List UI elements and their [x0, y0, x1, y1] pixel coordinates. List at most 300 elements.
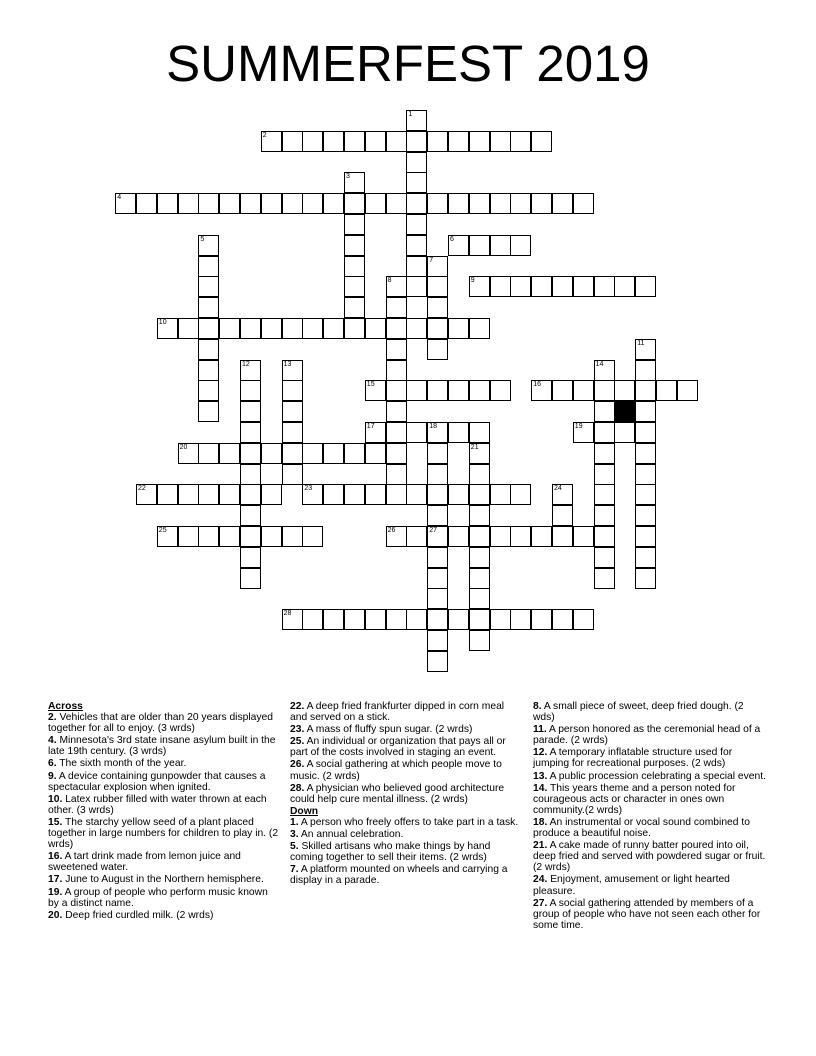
grid-cell[interactable] [427, 651, 448, 672]
clue-item [48, 817, 281, 850]
grid-cell[interactable] [198, 360, 219, 381]
grid-cell[interactable] [427, 568, 448, 589]
grid-cell[interactable] [635, 401, 656, 422]
grid-cell[interactable] [448, 484, 469, 505]
clue-item-number: 25. [290, 736, 305, 748]
grid-cell[interactable] [469, 588, 490, 609]
clue-number: 22 [138, 485, 146, 493]
grid-cell[interactable] [531, 609, 552, 630]
grid-cell[interactable] [510, 526, 531, 547]
clue-item-number: 27. [533, 897, 548, 909]
grid-cell[interactable] [219, 526, 240, 547]
grid-cell[interactable] [490, 193, 511, 214]
grid-cell[interactable] [406, 380, 427, 401]
grid-cell[interactable] [282, 380, 303, 401]
grid-cell[interactable] [344, 276, 365, 297]
grid-cell[interactable] [531, 276, 552, 297]
grid-cell[interactable] [594, 568, 615, 589]
grid-cell[interactable] [178, 318, 199, 339]
clue-item [533, 898, 767, 931]
grid-cell[interactable] [427, 484, 448, 505]
grid-cell[interactable] [323, 131, 344, 152]
clue-item-text: A tart drink made from lemon juice and sweetened water. [48, 851, 241, 874]
grid-cell[interactable] [157, 193, 178, 214]
grid-cell[interactable] [282, 526, 303, 547]
grid-cell[interactable] [427, 630, 448, 651]
clue-item-text: Latex rubber filled with water thrown at each other. (3 wrds) [48, 793, 267, 816]
grid-cell[interactable] [365, 422, 386, 443]
grid-cell[interactable] [261, 318, 282, 339]
grid-cell[interactable] [219, 484, 240, 505]
grid-cell[interactable] [344, 256, 365, 277]
grid-cell[interactable] [552, 484, 573, 505]
grid-cell[interactable] [344, 297, 365, 318]
grid-cell[interactable] [261, 193, 282, 214]
clue-number: 20 [179, 443, 188, 451]
grid-cell[interactable] [386, 131, 407, 152]
grid-cell[interactable] [198, 276, 219, 297]
grid-cell[interactable] [386, 193, 407, 214]
grid-cell[interactable] [240, 318, 261, 339]
grid-cell[interactable] [448, 526, 469, 547]
grid-cell[interactable] [594, 464, 615, 485]
grid-cell[interactable] [302, 484, 323, 505]
puzzle-title: SUMMERFEST 2019 [166, 35, 650, 92]
grid-cell[interactable] [490, 235, 511, 256]
clue-item [290, 701, 524, 723]
grid-cell[interactable] [261, 131, 282, 152]
grid-cell[interactable] [469, 505, 490, 526]
clue-item-text: Vehicles that are older than 20 years displayed together for all to enjoy. (3 wrds) [48, 712, 273, 735]
grid-cell[interactable] [282, 193, 303, 214]
grid-cell[interactable] [282, 609, 303, 630]
grid-cell[interactable] [469, 609, 490, 630]
clue-item-number: 16. [48, 851, 63, 863]
grid-cell[interactable] [427, 505, 448, 526]
grid-cell[interactable] [406, 152, 427, 173]
grid-cell[interactable] [469, 380, 490, 401]
clue-item-text: An individual or organization that pays all or part of the costs involved in staging an event. [290, 736, 506, 759]
grid-cell[interactable] [344, 214, 365, 235]
grid-cell[interactable] [323, 193, 344, 214]
grid-cell[interactable] [531, 193, 552, 214]
grid-cell[interactable] [469, 526, 490, 547]
grid-cell[interactable] [198, 380, 219, 401]
grid-cell[interactable] [552, 276, 573, 297]
clue-item-text: Enjoyment, amusement or light hearted pleasure. [533, 874, 730, 897]
clue-number: 11 [637, 339, 645, 347]
grid-cell[interactable] [469, 318, 490, 339]
grid-cell[interactable] [302, 193, 323, 214]
grid-cell[interactable] [406, 172, 427, 193]
clue-item [290, 783, 524, 805]
grid-cell[interactable] [573, 276, 594, 297]
grid-cell[interactable] [178, 484, 199, 505]
grid-cell[interactable] [635, 505, 656, 526]
grid-cell[interactable] [240, 380, 261, 401]
grid-cell[interactable] [302, 131, 323, 152]
grid-cell[interactable] [552, 380, 573, 401]
grid-cell[interactable] [344, 235, 365, 256]
grid-cell[interactable] [406, 110, 427, 131]
grid-cell[interactable] [386, 526, 407, 547]
grid-cell[interactable] [594, 547, 615, 568]
grid-cell[interactable] [552, 505, 573, 526]
clue-item-text: A person who freely offers to take part in a task. [298, 816, 519, 828]
grid-cell[interactable] [469, 422, 490, 443]
grid-cell[interactable] [240, 443, 261, 464]
grid-cell[interactable] [635, 443, 656, 464]
grid-cell[interactable] [448, 380, 469, 401]
clue-item [290, 736, 524, 758]
grid-cell[interactable] [198, 401, 219, 422]
grid-cell[interactable] [344, 609, 365, 630]
grid-cell[interactable] [552, 193, 573, 214]
clue-item-number: 3. [290, 829, 299, 841]
grid-cell[interactable] [406, 318, 427, 339]
grid-cell[interactable] [469, 235, 490, 256]
clue-item-number: 17. [48, 874, 63, 886]
clue-number: 18 [429, 423, 437, 430]
grid-cell[interactable] [240, 464, 261, 485]
grid-cell[interactable] [240, 360, 261, 381]
grid-cell[interactable] [614, 276, 635, 297]
clue-item [290, 817, 524, 828]
grid-cell[interactable] [510, 193, 531, 214]
clue-number: 13 [283, 360, 292, 368]
clue-item [290, 829, 524, 840]
grid-cell[interactable] [531, 526, 552, 547]
grid-cell[interactable] [635, 360, 656, 381]
clue-item [533, 840, 767, 873]
clue-item-text: A device containing gunpowder that causes a spectacular explosion when ignited. [48, 770, 266, 793]
clue-number: 8 [387, 277, 392, 285]
grid-cell[interactable] [469, 630, 490, 651]
grid-cell[interactable] [323, 609, 344, 630]
grid-cell[interactable] [386, 464, 407, 485]
grid-cell[interactable] [282, 422, 303, 443]
grid-cell[interactable] [448, 318, 469, 339]
grid-cell[interactable] [282, 443, 303, 464]
clue-number: 2 [262, 131, 267, 139]
grid-cell[interactable] [573, 193, 594, 214]
clue-number: 4 [117, 194, 122, 202]
clue-item-number: 2. [48, 712, 57, 724]
grid-cell[interactable] [198, 235, 219, 256]
grid-cell[interactable] [240, 422, 261, 443]
grid-cell[interactable] [406, 484, 427, 505]
grid-cell[interactable] [406, 193, 427, 214]
grid-cell[interactable] [448, 193, 469, 214]
clue-item [290, 759, 524, 781]
grid-cell[interactable] [157, 318, 178, 339]
clue-item-text: A temporary inflatable structure used for jumping for recreational purposes. (2 wds) [533, 747, 733, 770]
grid-cell[interactable] [261, 484, 282, 505]
grid-cell[interactable] [594, 484, 615, 505]
clue-number: 28 [283, 610, 292, 618]
clue-item-text: Skilled artisans who make things by hand coming together to sell their items. (2 wrds) [290, 841, 491, 864]
across-heading: Across [48, 701, 83, 712]
grid-cell[interactable] [282, 464, 303, 485]
clue-item [533, 817, 767, 839]
grid-cell[interactable] [365, 609, 386, 630]
grid-cell[interactable] [406, 609, 427, 630]
grid-cell[interactable] [198, 193, 219, 214]
grid-cell[interactable] [136, 484, 157, 505]
down-clues-part-2 [533, 701, 767, 931]
grid-cell[interactable] [240, 484, 261, 505]
clue-item [48, 771, 281, 793]
grid-cell[interactable] [406, 256, 427, 277]
grid-cell[interactable] [427, 276, 448, 297]
grid-cell[interactable] [573, 526, 594, 547]
grid-cell[interactable] [302, 318, 323, 339]
clue-item [48, 910, 281, 921]
grid-cell[interactable] [198, 526, 219, 547]
grid-cell[interactable] [406, 422, 427, 443]
grid-cell[interactable] [635, 464, 656, 485]
grid-cell[interactable] [344, 193, 365, 214]
grid-cell[interactable] [594, 380, 615, 401]
grid-cell[interactable] [406, 276, 427, 297]
grid-cell[interactable] [427, 318, 448, 339]
clue-item [48, 794, 281, 816]
grid-cell[interactable] [448, 235, 469, 256]
grid-cell[interactable] [365, 318, 386, 339]
grid-cell[interactable] [594, 422, 615, 443]
clue-item-number: 24. [533, 874, 548, 886]
grid-cell[interactable] [635, 380, 656, 401]
grid-cell[interactable] [427, 256, 448, 277]
clue-item [48, 887, 281, 909]
grid-cell[interactable] [510, 131, 531, 152]
grid-cell[interactable] [198, 256, 219, 277]
grid-cell[interactable] [448, 609, 469, 630]
grid-cell[interactable] [427, 380, 448, 401]
grid-cell[interactable] [178, 526, 199, 547]
grid-cell[interactable] [490, 276, 511, 297]
clue-item-number: 8. [533, 701, 542, 712]
grid-cell[interactable] [427, 588, 448, 609]
grid-cell[interactable] [157, 526, 178, 547]
clue-item-number: 9. [48, 770, 57, 782]
grid-cell[interactable] [594, 443, 615, 464]
grid-cell[interactable] [386, 422, 407, 443]
grid-cell[interactable] [198, 484, 219, 505]
grid-cell[interactable] [448, 422, 469, 443]
grid-cell[interactable] [282, 318, 303, 339]
grid-cell[interactable] [469, 276, 490, 297]
grid-cell[interactable] [427, 547, 448, 568]
grid-cell[interactable] [178, 443, 199, 464]
grid-cell[interactable] [406, 235, 427, 256]
grid-cell[interactable] [677, 380, 698, 401]
grid-cell[interactable] [552, 526, 573, 547]
grid-cell[interactable] [427, 193, 448, 214]
grid-cell[interactable] [469, 568, 490, 589]
clue-number: 15 [366, 381, 375, 389]
grid-cell[interactable] [386, 339, 407, 360]
grid-cell[interactable] [344, 443, 365, 464]
grid-cell[interactable] [240, 505, 261, 526]
grid-cell[interactable] [365, 484, 386, 505]
clue-number: 19 [574, 423, 583, 430]
grid-cell[interactable] [510, 484, 531, 505]
grid-cell[interactable] [614, 422, 635, 443]
grid-cell[interactable] [198, 443, 219, 464]
grid-cell[interactable] [510, 235, 531, 256]
grid-cell[interactable] [344, 131, 365, 152]
grid-cell[interactable] [635, 422, 656, 443]
grid-cell[interactable] [344, 484, 365, 505]
grid-cell[interactable] [386, 380, 407, 401]
grid-cell[interactable] [510, 609, 531, 630]
grid-cell[interactable] [427, 131, 448, 152]
grid-cell[interactable] [240, 526, 261, 547]
grid-cell[interactable] [594, 276, 615, 297]
grid-cell[interactable] [302, 526, 323, 547]
clue-number: 17 [366, 423, 375, 430]
grid-cell[interactable] [386, 443, 407, 464]
grid-cell[interactable] [219, 193, 240, 214]
clue-number: 27 [429, 527, 437, 534]
grid-cell[interactable] [635, 568, 656, 589]
grid-cell[interactable] [552, 609, 573, 630]
clue-item [533, 783, 767, 816]
clue-item-text: A platform mounted on wheels and carrying a display in a parade. [290, 864, 508, 887]
grid-cell[interactable] [635, 339, 656, 360]
grid-cell[interactable] [386, 360, 407, 381]
grid-cell[interactable] [282, 360, 303, 381]
grid-cell[interactable] [635, 547, 656, 568]
grid-cell[interactable] [490, 484, 511, 505]
clue-number: 14 [595, 360, 604, 368]
grid-cell[interactable] [490, 131, 511, 152]
grid-cell[interactable] [531, 131, 552, 152]
grid-cell[interactable] [261, 443, 282, 464]
clue-item-text: A social gathering at which people move to music. (2 wrds) [290, 759, 502, 782]
grid-cell[interactable] [490, 609, 511, 630]
grid-cell[interactable] [365, 443, 386, 464]
grid-cell[interactable] [302, 443, 323, 464]
grid-cell[interactable] [344, 172, 365, 193]
grid-cell[interactable] [406, 526, 427, 547]
clue-item-number: 15. [48, 816, 63, 828]
grid-cell[interactable] [469, 193, 490, 214]
clue-number: 25 [158, 527, 167, 534]
grid-cell[interactable] [490, 526, 511, 547]
across-clues-part-1 [48, 712, 281, 921]
grid-cell[interactable] [656, 380, 677, 401]
grid-cell[interactable] [365, 131, 386, 152]
clue-item [533, 874, 767, 896]
grid-cell[interactable] [282, 401, 303, 422]
grid-cell[interactable] [240, 193, 261, 214]
grid-cell[interactable] [240, 568, 261, 589]
grid-cell[interactable] [531, 380, 552, 401]
grid-cell[interactable] [469, 547, 490, 568]
grid-cell[interactable] [635, 276, 656, 297]
grid-cell[interactable] [386, 318, 407, 339]
grid-cell[interactable] [240, 401, 261, 422]
grid-cell[interactable] [427, 526, 448, 547]
grid-cell[interactable] [573, 609, 594, 630]
grid-cell[interactable] [427, 443, 448, 464]
clue-item-text: The sixth month of the year. [56, 758, 187, 770]
grid-cell[interactable] [635, 484, 656, 505]
grid-cell[interactable] [323, 484, 344, 505]
grid-cell[interactable] [136, 193, 157, 214]
grid-cell[interactable] [240, 547, 261, 568]
grid-cell[interactable] [573, 380, 594, 401]
grid-cell[interactable] [594, 505, 615, 526]
clue-item-text: A small piece of sweet, deep fried dough. (2 wds) [533, 701, 744, 724]
grid-cell[interactable] [427, 297, 448, 318]
grid-cell[interactable] [365, 193, 386, 214]
clue-number: 16 [533, 381, 541, 389]
grid-cell[interactable] [594, 401, 615, 422]
grid-cell[interactable] [594, 360, 615, 381]
grid-cell[interactable] [406, 214, 427, 235]
clue-item-text: Deep fried curdled milk. (2 wrds) [62, 909, 214, 921]
grid-cell[interactable] [469, 443, 490, 464]
grid-cell[interactable] [261, 526, 282, 547]
grid-cell[interactable] [157, 484, 178, 505]
grid-cell[interactable] [635, 526, 656, 547]
grid-cell[interactable] [427, 422, 448, 443]
grid-cell[interactable] [323, 443, 344, 464]
grid-cell[interactable] [198, 318, 219, 339]
grid-cell[interactable] [219, 443, 240, 464]
grid-cell[interactable] [386, 401, 407, 422]
grid-cell[interactable] [427, 609, 448, 630]
clue-item [533, 701, 767, 723]
clue-item-text: An annual celebration. [298, 829, 404, 841]
clue-item-text: A deep fried frankfurter dipped in corn meal and served on a stick. [290, 701, 505, 724]
grid-cell[interactable] [469, 464, 490, 485]
grid-cell[interactable] [178, 193, 199, 214]
grid-cell[interactable] [510, 276, 531, 297]
grid-cell[interactable] [469, 131, 490, 152]
grid-cell[interactable] [594, 526, 615, 547]
grid-cell[interactable] [323, 318, 344, 339]
clue-item-number: 5. [290, 841, 299, 853]
grid-cell[interactable] [344, 318, 365, 339]
grid-cell[interactable] [427, 464, 448, 485]
clue-item [48, 874, 281, 885]
grid-cell[interactable] [427, 339, 448, 360]
grid-cell[interactable] [386, 609, 407, 630]
grid-cell[interactable] [302, 609, 323, 630]
grid-cell[interactable] [282, 131, 303, 152]
grid-cell[interactable] [386, 276, 407, 297]
grid-cell[interactable] [219, 318, 240, 339]
grid-cell[interactable] [406, 131, 427, 152]
grid-cell[interactable] [198, 339, 219, 360]
grid-cell[interactable] [448, 131, 469, 152]
grid-cell[interactable] [614, 380, 635, 401]
grid-cell[interactable] [365, 380, 386, 401]
grid-cell[interactable] [386, 297, 407, 318]
grid-cell[interactable] [573, 422, 594, 443]
grid-cell[interactable] [198, 297, 219, 318]
grid-cell[interactable] [386, 484, 407, 505]
grid-cell[interactable] [469, 484, 490, 505]
grid-cell[interactable] [490, 380, 511, 401]
clue-item-number: 6. [48, 758, 57, 770]
clue-item [48, 712, 281, 734]
grid-cell[interactable] [115, 193, 136, 214]
